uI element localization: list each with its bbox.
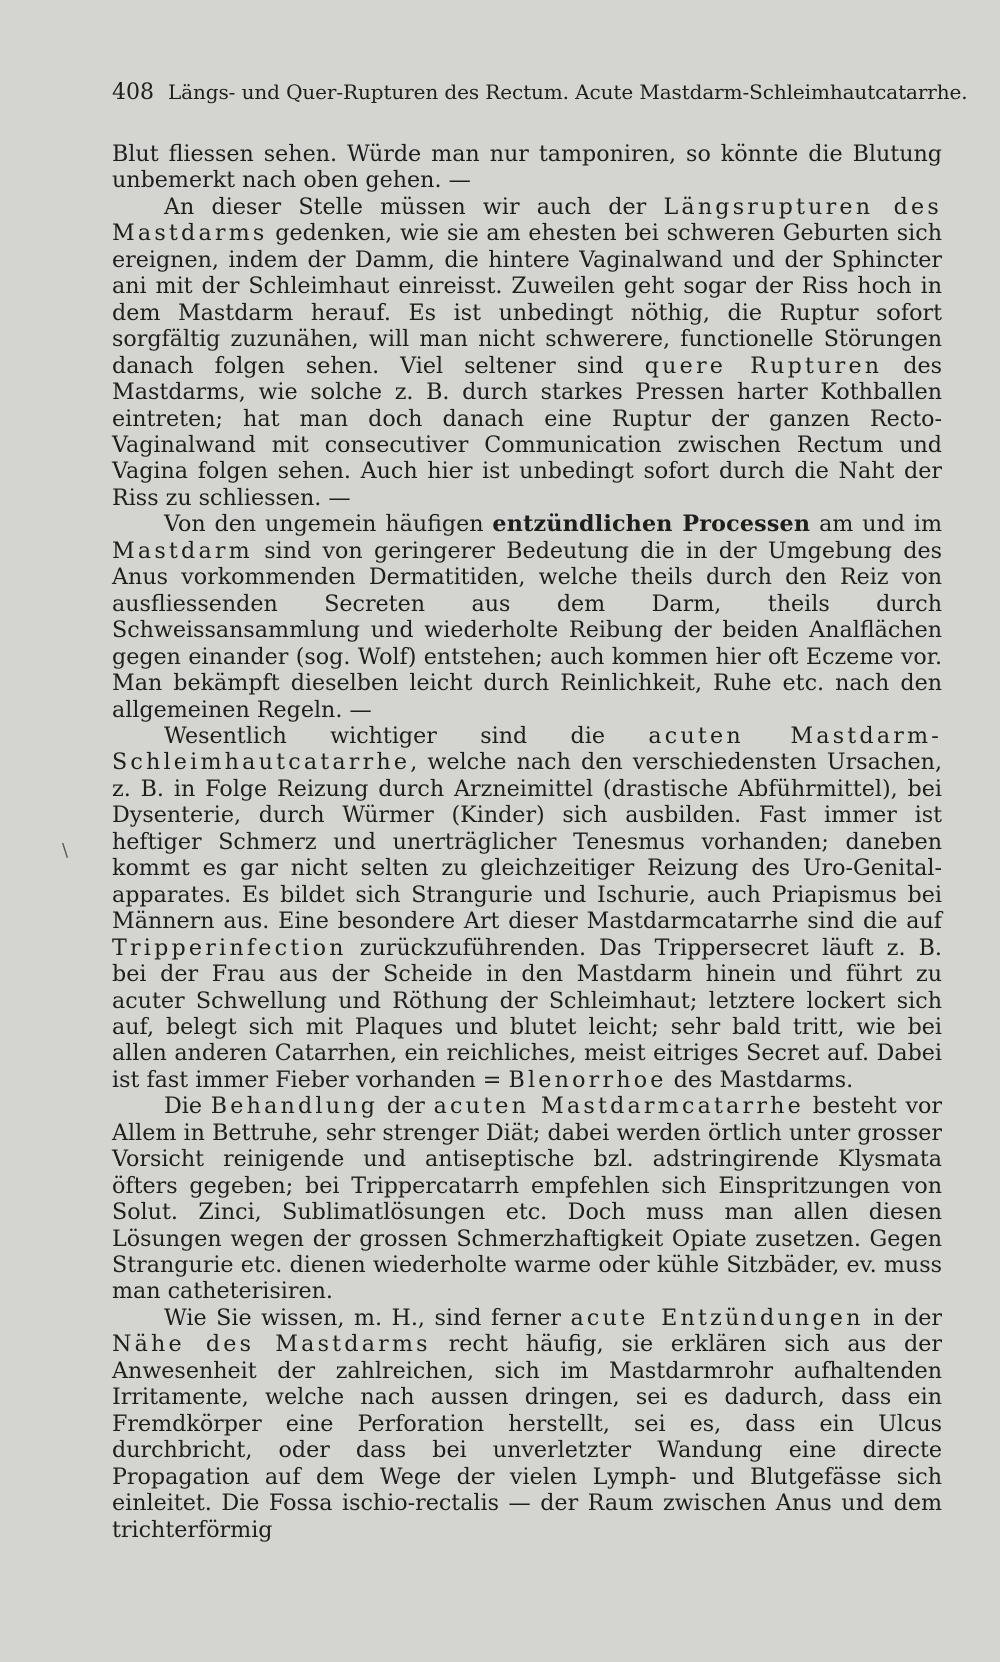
text-run: in der	[863, 1304, 942, 1331]
spaced-term: quere Rupturen	[644, 352, 883, 379]
margin-mark: \	[62, 840, 69, 861]
text-run: Von den ungemein häufigen	[164, 511, 493, 538]
text-run: recht häufig, sie erklären sich aus der Anwesenheit der zahlreichen, sich im Mastdarmrohr aufhaltenden Irritamente, welche nach aussen dringen, sei es dadurch, dass ein Fremdkörper eine Perforation herstellt, sei es, dass ein Ulcus durchbricht, oder dass bei unverletzter Wandung eine directe Propagation auf dem Wege der vielen Lymph- und Blutgefässe sich einleitet. Die Fossa ischio-rectalis — der Raum zwischen Anus und dem trichterförmig	[112, 1331, 942, 1543]
paragraph-catarrhe	[112, 723, 942, 1093]
spaced-term: Nähe des Mastdarms	[112, 1331, 431, 1358]
text-run: Wie Sie wissen, m. H., sind ferner	[164, 1304, 571, 1331]
text-run: des Mastdarms, wie solche z. B. durch starkes Pressen harter Kothballen eintreten; hat man doch danach eine Ruptur der ganzen Recto-Vaginalwand mit consecutiver Communication zwischen Rectum und Vagina folgen sehen. Auch hier ist unbedingt sofort durch die Naht der Riss zu schliessen. —	[112, 352, 942, 511]
paragraph-rupturen	[112, 194, 942, 511]
paragraph-continuation	[112, 141, 942, 194]
spaced-term: Mastdarm	[112, 537, 253, 564]
spaced-term: acuten Mastdarm-Schleimhautcatarrhe	[112, 722, 942, 776]
paragraph-behandlung	[112, 1093, 942, 1305]
text-run: besteht vor Allem in Bettruhe, sehr strenger Diät; dabei werden örtlich unter grosser Vorsicht reinigende und antiseptische bzl. adstringirende Klysmata öfters gegeben; bei Trippercatarrh empfehlen sich Einspritzungen von Solut. Zinci, Sublimatlösungen etc. Doch muss man allen diesen Lösungen wegen der grossen Schmerzhaftigkeit Opiate zusetzen. Gegen Strangurie etc. dienen wiederholte warme oder kühle Sitzbäder, ev. muss man catheterisiren.	[112, 1093, 942, 1305]
spaced-term: Behandlung	[210, 1093, 379, 1120]
text-run: gedenken, wie sie am ehesten bei schweren Geburten sich ereignen, indem der Damm, die hintere Vaginalwand und der Sphincter ani mit der Schleimhaut einreisst. Zuweilen geht sogar der Riss hoch in dem Mastdarm herauf. Es ist unbedingt nöthig, die Ruptur sofort sorgfältig zuzunähen, will man nicht schwerere, functionelle Störungen danach folgen sehen. Viel seltener sind	[112, 220, 942, 379]
bold-term: entzündlichen Processen	[492, 511, 811, 538]
paragraph-naehe	[112, 1305, 942, 1543]
running-header	[112, 78, 968, 107]
text-run: Blut fliessen sehen. Würde man nur tamponiren, so könnte die Blutung unbemerkt nach oben gehen. —	[112, 141, 942, 194]
text-run: Die	[164, 1093, 211, 1120]
page-number: 408	[112, 80, 154, 105]
text-run: An dieser Stelle müssen wir auch der	[164, 193, 664, 220]
text-run: zurückzuführenden. Das Trippersecret läuft z. B. bei der Frau aus der Scheide in den Mastdarm hinein und führt zu acuter Schwellung und Röthung der Schleimhaut; letztere lockert sich auf, belegt sich mit Plaques und blutet leicht; sehr bald tritt, wie bei allen anderen Catarrhen, ein reichliches, meist eitriges Secret auf. Dabei ist fast immer Fieber vorhanden =	[112, 934, 942, 1093]
spaced-term: acute Entzündungen	[570, 1304, 864, 1331]
text-run: , welche nach den verschiedensten Ursachen, z. B. in Folge Reizung durch Arzneimittel (drastische Abführmittel), bei Dysenterie, durch Würmer (Kinder) sich ausbilden. Fast immer ist heftiger Schmerz und unerträglicher Tenesmus vorhanden; daneben kommt es gar nicht selten zu gleichzeitiger Reizung des Uro-Genital-apparates. Es bildet sich Strangurie und Ischurie, auch Priapismus bei Männern aus. Eine besondere Art dieser Mastdarmcatarrhe sind die auf	[112, 749, 942, 935]
spaced-term: Längsrupturen des Mastdarms	[112, 193, 942, 247]
text-run: der	[378, 1093, 434, 1120]
spaced-term: acuten Mastdarmcatarrhe	[433, 1093, 804, 1120]
paragraph-entzuendungen	[112, 511, 942, 723]
running-title: Längs- und Quer-Rupturen des Rectum. Acute Mastdarm-Schleimhautcatarrhe.	[168, 80, 968, 104]
text-run: am und im	[810, 511, 942, 538]
spaced-term: Blenorrhoe	[508, 1066, 667, 1093]
body-text	[112, 141, 942, 1543]
text-run: des Mastdarms.	[666, 1066, 854, 1093]
spaced-term: Tripperinfection	[112, 934, 347, 961]
text-run: Wesentlich wichtiger sind die	[164, 722, 649, 749]
text-run: sind von geringerer Bedeutung die in der Umgebung des Anus vorkommenden Dermatitiden, welche theils durch den Reiz von ausfliessenden Secreten aus dem Darm, theils durch Schweissansammlung und wiederholte Reibung der beiden Analflächen gegen einander (sog. Wolf) entstehen; auch kommen hier oft Eczeme vor. Man bekämpft dieselben leicht durch Reinlichkeit, Ruhe etc. nach den allgemeinen Regeln. —	[112, 537, 942, 723]
